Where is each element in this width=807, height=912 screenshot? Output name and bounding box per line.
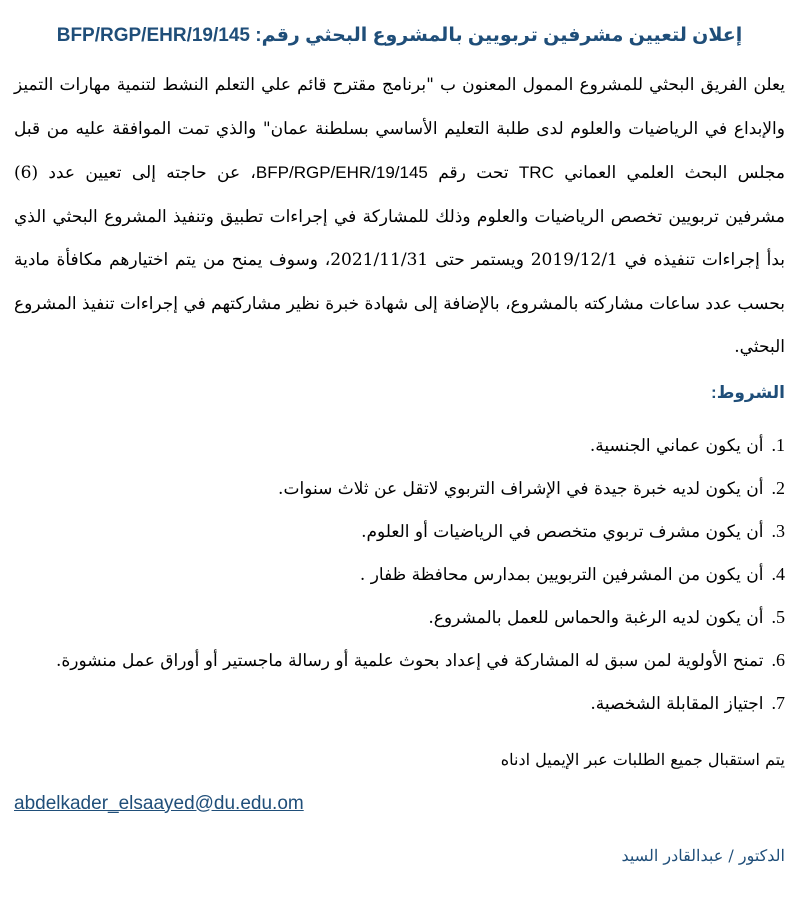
condition-text: أن يكون لديه خبرة جيدة في الإشراف التربوي لاتقل عن ثلاث سنوات. bbox=[278, 478, 764, 499]
condition-number: 3. bbox=[771, 520, 785, 541]
title-text: إعلان لتعيين مشرفين تربويين بالمشروع البحثي رقم: bbox=[255, 25, 743, 46]
condition-item bbox=[14, 553, 785, 596]
condition-item bbox=[14, 682, 785, 725]
condition-text: اجتياز المقابلة الشخصية. bbox=[590, 693, 764, 714]
condition-text: أن يكون عماني الجنسية. bbox=[589, 435, 764, 456]
intro-paragraph bbox=[14, 64, 785, 370]
intro-reference: BFP/RGP/EHR/19/145 bbox=[255, 163, 428, 182]
condition-item bbox=[14, 596, 785, 639]
announcement-title bbox=[14, 16, 785, 56]
condition-item bbox=[14, 510, 785, 553]
condition-text: أن يكون من المشرفين التربويين بمدارس محافظة ظفار . bbox=[359, 564, 764, 585]
condition-item bbox=[14, 424, 785, 467]
condition-item bbox=[14, 639, 785, 682]
condition-number: 2. bbox=[771, 477, 785, 498]
conditions-list bbox=[14, 424, 785, 725]
condition-text: أن يكون لديه الرغبة والحماس للعمل بالمشروع. bbox=[428, 607, 764, 628]
title-reference: BFP/RGP/EHR/19/145 bbox=[56, 25, 250, 46]
intro-part-2: تحت رقم bbox=[427, 163, 519, 183]
condition-number: 5. bbox=[771, 606, 785, 627]
apply-note: يتم استقبال جميع الطلبات عبر الإيميل ادناه bbox=[500, 749, 785, 769]
condition-number: 1. bbox=[771, 434, 785, 455]
intro-trc: TRC bbox=[518, 163, 554, 182]
signature: الدكتور / عبدالقادر السيد bbox=[621, 845, 785, 865]
condition-text: تمنح الأولوية لمن سبق له المشاركة في إعداد بحوث علمية أو رسالة ماجستير أو أوراق عمل منشورة. bbox=[55, 650, 764, 671]
condition-number: 7. bbox=[771, 692, 785, 713]
intro-part-3: ، عن حاجته إلى تعيين عدد (6) مشرفين تربويين تخصص الرياضيات والعلوم وذلك للمشاركة في إجراءات تطبيق وتنفيذ المشروع البحثي الذي بدأ إجراءات تنفيذه في 2019/12/1 ويستمر حتى 2021/11/31، وسوف يمنح من يتم اختيارهم مكافأة مادية بحسب عدد ساعات مشاركته بالمشروع، بالإضافة إلى شهادة خبرة نظير مشاركتهم في إجراءات تنفيذ المشروع البحثي. bbox=[14, 163, 786, 357]
condition-number: 6. bbox=[771, 649, 785, 670]
condition-text: أن يكون مشرف تربوي متخصص في الرياضيات أو العلوم. bbox=[361, 521, 764, 542]
condition-item bbox=[14, 467, 785, 510]
condition-number: 4. bbox=[771, 563, 785, 584]
conditions-heading: الشروط: bbox=[711, 382, 785, 402]
email-link[interactable]: abdelkader_elsaayed@du.edu.om bbox=[14, 792, 304, 814]
intro-part-1: يعلن الفريق البحثي للمشروع الممول المعنون ب "برنامج مقترح قائم علي التعلم النشط لتنمية مهارات التميز والإبداع في الرياضيات والعلوم لدى طلبة التعليم الأساسي بسلطنة عمان" والذي تمت الموافقة عليه من قبل مجلس البحث العلمي العماني bbox=[14, 75, 785, 183]
